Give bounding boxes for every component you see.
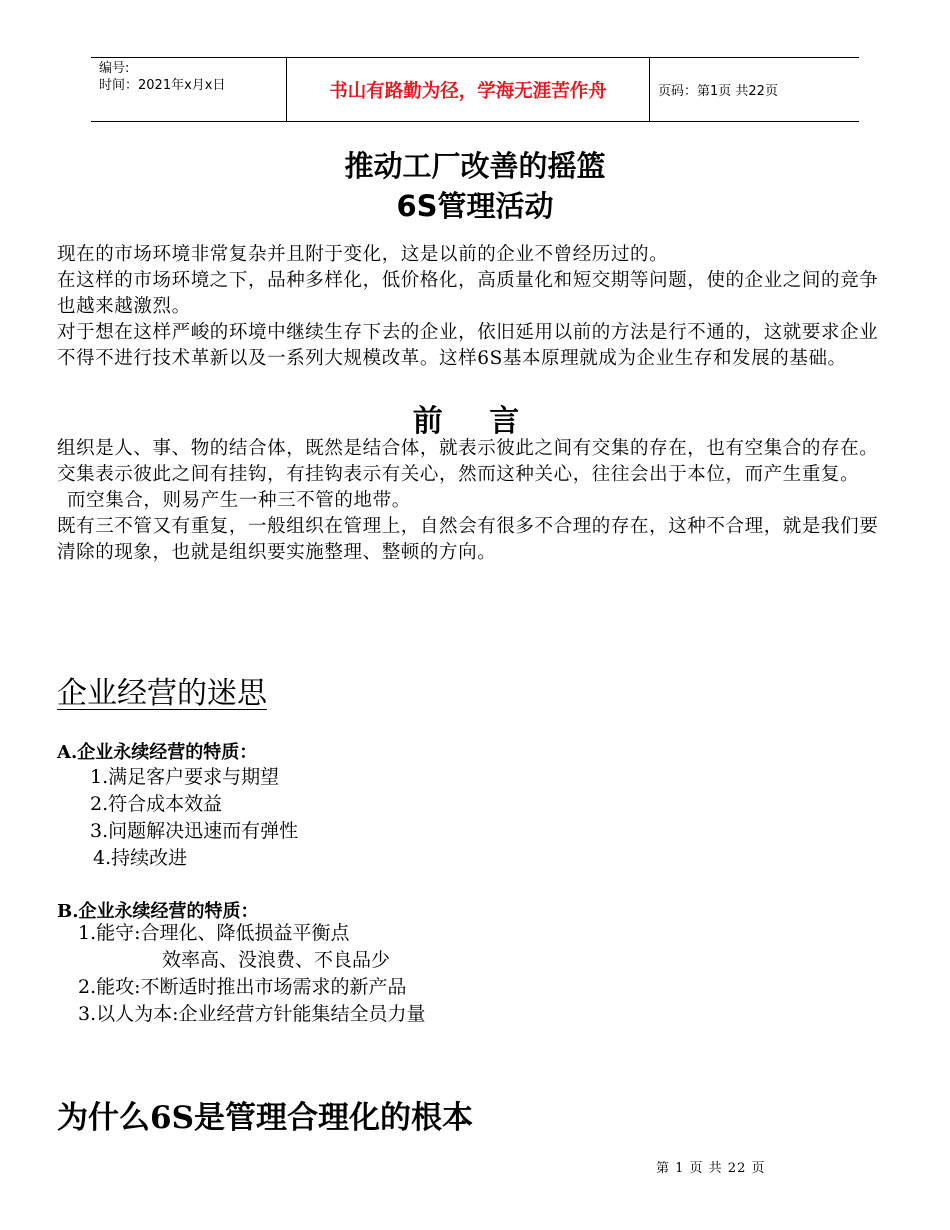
preface-paragraph: 交集表示彼此之间有挂钩，有挂钩表示有关心，然而这种关心，往往会出于本位，而产生重复。 [57,464,860,485]
page-header [91,57,859,122]
header-page-info: 页码：第1页 共22页 [658,84,778,99]
list-item: 2.能攻:不断适时推出市场需求的新产品 [78,976,407,998]
page-footer: 第 1 页 共 22 页 [656,1161,766,1176]
header-meta [91,58,286,121]
document-title: 推动工厂改善的摇篮 [344,149,606,183]
preface-section [57,436,897,566]
list-item: 3.以人为本:企业经营方针能集结全员力量 [78,1003,426,1025]
header-motto: 书山有路勤为径，学海无涯苦作舟 [329,80,607,102]
number-label: 编号: [99,61,130,76]
preface-paragraph: 组织是人、事、物的结合体，既然是结合体，就表示彼此之间有交集的存在，也有空集合的存在。 [57,438,879,459]
list-item: 4.持续改进 [93,847,188,869]
list-item: 3.问题解决迅速而有弹性 [90,820,299,842]
list-item: 1.满足客户要求与期望 [90,766,280,788]
list-item-continuation: 效率高、没浪费、不良品少 [162,949,391,971]
preface-paragraph: 既有三不管又有重复，一般组织在管理上，自然会有很多不合理的存在，这种不合理，就是我们要清除的现象，也就是组织要实施整理、整顿的方向。 [57,516,879,563]
section-heading-why-6s: 为什么6S是管理合理化的根本 [57,1100,473,1136]
preface-paragraph: 而空集合，则易产生一种三不管的地带。 [67,490,411,511]
intro-paragraph: 在这样的市场环境之下，品种多样化，低价格化，高质量化和短交期等问题，使的企业之间的竞争也越来越激烈。 [57,270,879,317]
time-label: 时间：2021年x月x日 [99,78,226,93]
preface-title: 前 言 [412,404,538,439]
header-motto-cell [286,58,650,121]
subheading-b: B.企业永续经营的特质： [57,901,259,922]
intro-paragraph: 现在的市场环境非常复杂并且附于变化，这是以前的企业不曾经历过的。 [57,244,669,265]
list-item: 2.符合成本效益 [90,793,223,815]
list-a [90,764,298,872]
section-heading-business-myths: 企业经营的迷思 [57,676,267,711]
list-b [78,920,426,1028]
intro-paragraph: 对于想在这样严峻的环境中继续生存下去的企业，依旧延用以前的方法是行不通的，这就要求企业不得不进行技术革新以及一系列大规模改革。这样6S基本原理就成为企业生存和发展的基础。 [57,322,879,369]
subheading-a: A.企业永续经营的特质： [57,742,258,763]
document-subtitle: 6S管理活动 [396,189,554,223]
intro-section [57,242,897,372]
list-item: 1.能守:合理化、降低损益平衡点 [78,922,350,944]
